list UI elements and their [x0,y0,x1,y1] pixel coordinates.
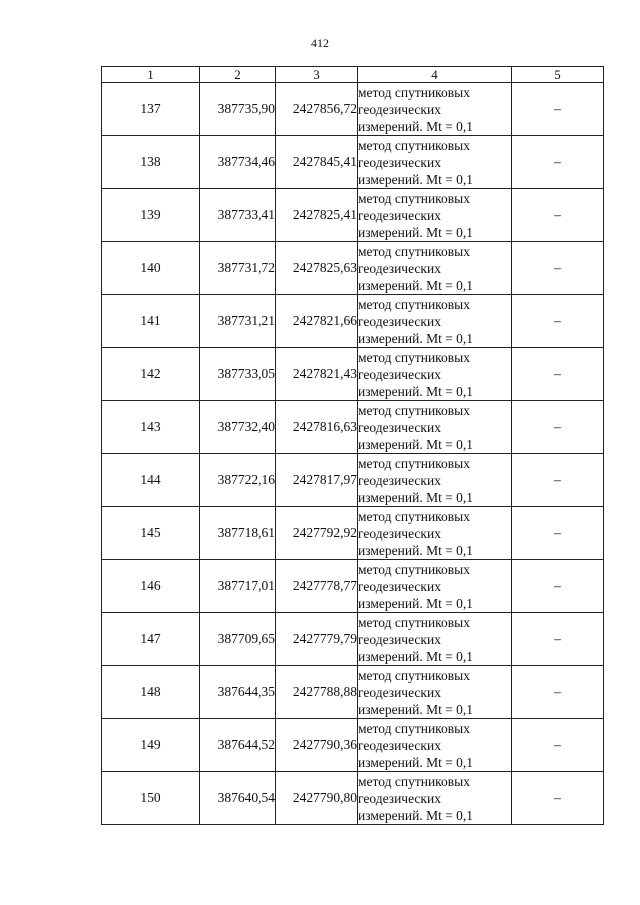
table-row [102,295,604,348]
point-number-cell: 142 [102,348,200,401]
x-coordinate-cell: 387718,61 [200,507,276,560]
method-line: измерений. Mt = 0,1 [358,436,474,452]
method-cell [358,242,512,295]
x-coordinate-cell: 387709,65 [200,613,276,666]
table-row [102,348,604,401]
point-number-cell: 147 [102,613,200,666]
table-row [102,136,604,189]
method-cell [358,507,512,560]
method-line: измерений. Mt = 0,1 [358,277,474,293]
method-cell [358,83,512,136]
method-line: измерений. Mt = 0,1 [358,171,474,187]
note-cell: – [512,83,604,136]
method-line: измерений. Mt = 0,1 [358,383,474,399]
method-line: геодезических [358,101,441,117]
method-line: метод спутниковых [358,84,470,100]
point-number-cell: 144 [102,454,200,507]
x-coordinate-cell: 387722,16 [200,454,276,507]
table-row [102,454,604,507]
note-cell: – [512,772,604,825]
note-cell: – [512,242,604,295]
column-header: 5 [512,67,604,83]
method-line: метод спутниковых [358,773,470,789]
y-coordinate-cell: 2427778,77 [276,560,358,613]
column-header: 3 [276,67,358,83]
point-number-cell: 140 [102,242,200,295]
method-line: измерений. Mt = 0,1 [358,701,474,717]
method-line: измерений. Mt = 0,1 [358,807,474,823]
x-coordinate-cell: 387717,01 [200,560,276,613]
method-cell [358,772,512,825]
table-row [102,401,604,454]
note-cell: – [512,666,604,719]
x-coordinate-cell: 387733,41 [200,189,276,242]
point-number-cell: 149 [102,719,200,772]
note-cell: – [512,613,604,666]
method-line: метод спутниковых [358,243,470,259]
method-cell [358,666,512,719]
method-line: метод спутниковых [358,137,470,153]
y-coordinate-cell: 2427816,63 [276,401,358,454]
y-coordinate-cell: 2427821,66 [276,295,358,348]
y-coordinate-cell: 2427790,80 [276,772,358,825]
method-cell [358,189,512,242]
x-coordinate-cell: 387735,90 [200,83,276,136]
method-line: измерений. Mt = 0,1 [358,754,474,770]
method-line: геодезических [358,260,441,276]
x-coordinate-cell: 387733,05 [200,348,276,401]
y-coordinate-cell: 2427817,97 [276,454,358,507]
note-cell: – [512,454,604,507]
method-cell [358,348,512,401]
table-row [102,772,604,825]
table-body [102,83,604,825]
table-row [102,613,604,666]
method-line: метод спутниковых [358,349,470,365]
x-coordinate-cell: 387644,35 [200,666,276,719]
table-row [102,83,604,136]
method-line: метод спутниковых [358,720,470,736]
x-coordinate-cell: 387732,40 [200,401,276,454]
method-cell [358,401,512,454]
method-line: измерений. Mt = 0,1 [358,330,474,346]
point-number-cell: 143 [102,401,200,454]
method-line: геодезических [358,419,441,435]
x-coordinate-cell: 387734,46 [200,136,276,189]
method-line: геодезических [358,631,441,647]
table-row [102,666,604,719]
method-cell [358,295,512,348]
note-cell: – [512,189,604,242]
method-line: геодезических [358,578,441,594]
method-line: геодезических [358,525,441,541]
method-line: метод спутниковых [358,614,470,630]
method-line: геодезических [358,154,441,170]
method-line: метод спутниковых [358,296,470,312]
note-cell: – [512,560,604,613]
method-line: метод спутниковых [358,667,470,683]
header-row [102,67,604,83]
x-coordinate-cell: 387640,54 [200,772,276,825]
method-line: геодезических [358,313,441,329]
point-number-cell: 145 [102,507,200,560]
point-number-cell: 138 [102,136,200,189]
table-row [102,719,604,772]
method-line: метод спутниковых [358,190,470,206]
y-coordinate-cell: 2427792,92 [276,507,358,560]
y-coordinate-cell: 2427821,43 [276,348,358,401]
y-coordinate-cell: 2427845,41 [276,136,358,189]
y-coordinate-cell: 2427790,36 [276,719,358,772]
column-header: 4 [358,67,512,83]
method-cell [358,454,512,507]
point-number-cell: 137 [102,83,200,136]
point-number-cell: 141 [102,295,200,348]
method-line: измерений. Mt = 0,1 [358,542,474,558]
page-number: 412 [311,36,329,50]
point-number-cell: 150 [102,772,200,825]
method-cell [358,613,512,666]
method-line: геодезических [358,207,441,223]
method-line: измерений. Mt = 0,1 [358,648,474,664]
table-row [102,242,604,295]
y-coordinate-cell: 2427825,63 [276,242,358,295]
method-line: геодезических [358,684,441,700]
note-cell: – [512,401,604,454]
method-line: измерений. Mt = 0,1 [358,118,474,134]
method-line: метод спутниковых [358,561,470,577]
note-cell: – [512,295,604,348]
coordinates-table [101,66,604,825]
method-line: геодезических [358,472,441,488]
table-row [102,189,604,242]
y-coordinate-cell: 2427779,79 [276,613,358,666]
y-coordinate-cell: 2427788,88 [276,666,358,719]
y-coordinate-cell: 2427825,41 [276,189,358,242]
method-cell [358,719,512,772]
method-cell [358,560,512,613]
x-coordinate-cell: 387644,52 [200,719,276,772]
method-line: измерений. Mt = 0,1 [358,489,474,505]
method-line: геодезических [358,737,441,753]
column-header: 2 [200,67,276,83]
x-coordinate-cell: 387731,21 [200,295,276,348]
point-number-cell: 148 [102,666,200,719]
method-line: измерений. Mt = 0,1 [358,595,474,611]
point-number-cell: 146 [102,560,200,613]
note-cell: – [512,348,604,401]
method-line: геодезических [358,790,441,806]
method-line: измерений. Mt = 0,1 [358,224,474,240]
method-line: метод спутниковых [358,508,470,524]
method-line: метод спутниковых [358,455,470,471]
table-row [102,507,604,560]
method-line: метод спутниковых [358,402,470,418]
x-coordinate-cell: 387731,72 [200,242,276,295]
note-cell: – [512,136,604,189]
table-row [102,560,604,613]
point-number-cell: 139 [102,189,200,242]
column-header: 1 [102,67,200,83]
method-line: геодезических [358,366,441,382]
note-cell: – [512,719,604,772]
note-cell: – [512,507,604,560]
y-coordinate-cell: 2427856,72 [276,83,358,136]
method-cell [358,136,512,189]
